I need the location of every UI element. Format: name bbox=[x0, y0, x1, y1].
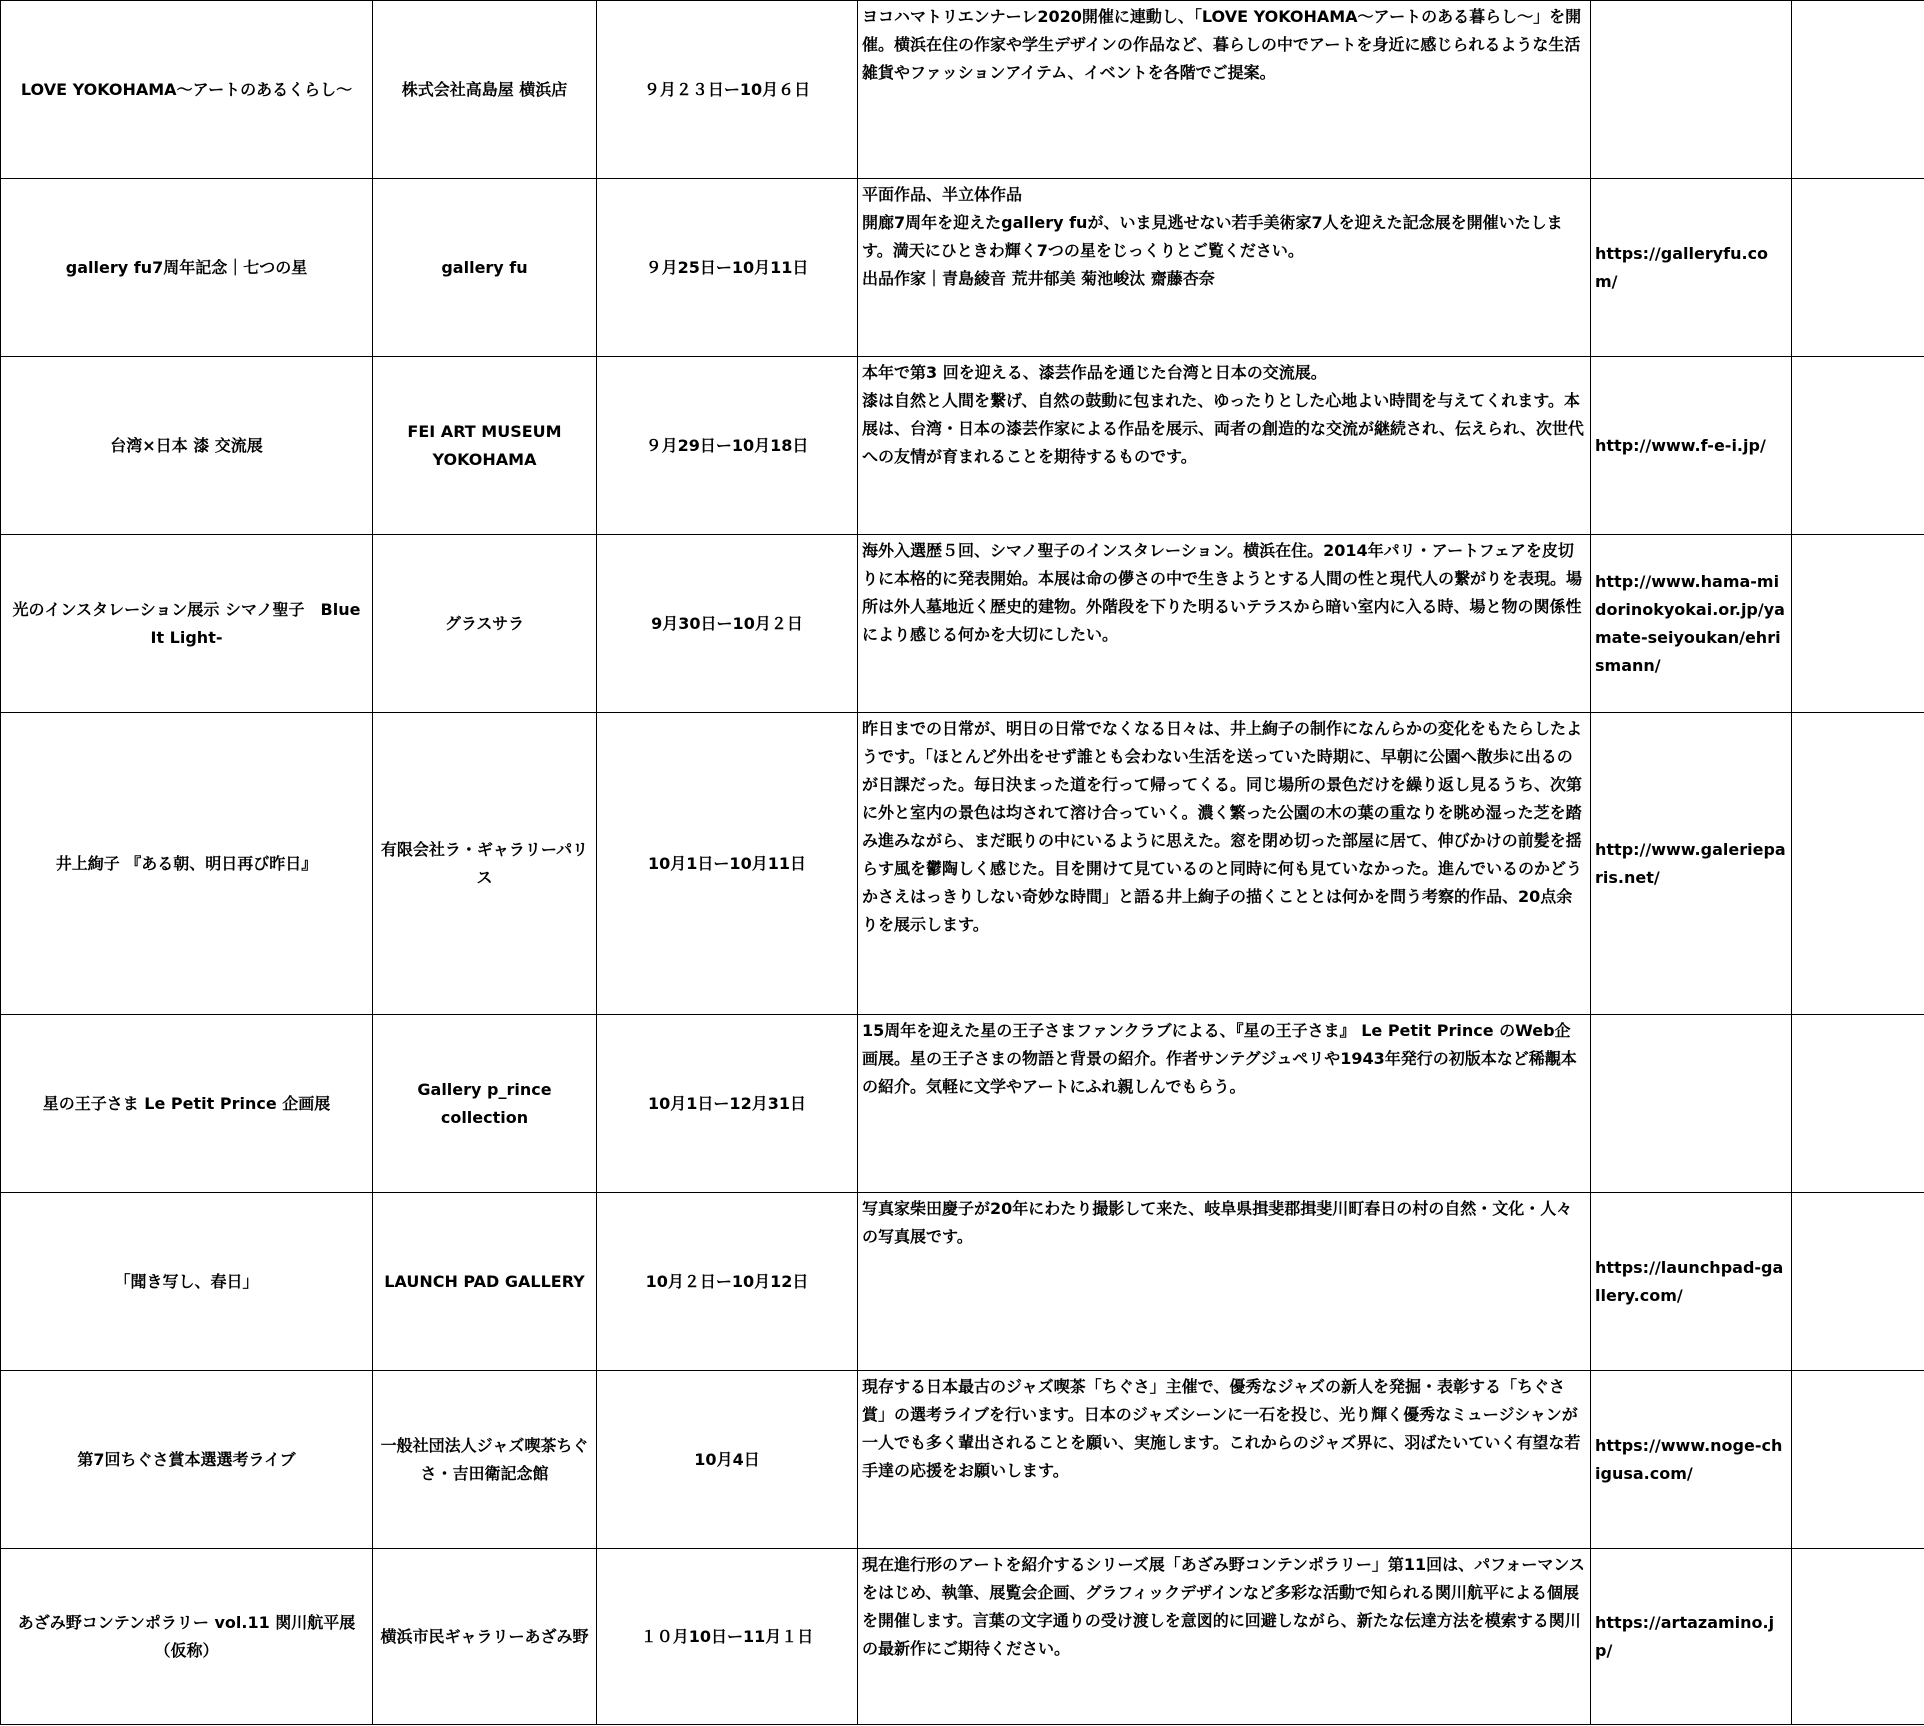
event-description bbox=[858, 1371, 1591, 1549]
event-venue: 有限会社ラ・ギャラリーパリス bbox=[373, 713, 597, 1015]
event-description bbox=[858, 357, 1591, 535]
description-paragraph: 海外入選歴５回、シマノ聖子のインスタレーション。横浜在住。2014年パリ・アートフェアを皮切りに本格的に発表開始。本展は命の儚さの中で生きようとする人間の性と現代人の繋がりを表現。場所は外人墓地近く歴史的建物。外階段を下りた明るいテラスから暗い室内に入る時、場と物の関係性により感じる何かを大切にしたい。 bbox=[862, 541, 1583, 644]
table-row bbox=[1, 1193, 1924, 1371]
event-title: gallery fu7周年記念｜七つの星 bbox=[1, 179, 373, 357]
table-row bbox=[1, 1549, 1924, 1725]
event-venue: グラスサラ bbox=[373, 535, 597, 713]
event-url bbox=[1591, 1, 1792, 179]
table-row bbox=[1, 357, 1924, 535]
event-dates: １０月10日ー11月１日 bbox=[597, 1549, 858, 1725]
event-description bbox=[858, 179, 1591, 357]
description-paragraph: 本年で第3 回を迎える、漆芸作品を通じた台湾と日本の交流展。 bbox=[862, 363, 1327, 382]
event-title: 井上絢子 『ある朝、明日再び昨日』 bbox=[1, 713, 373, 1015]
event-title: 台湾×日本 漆 交流展 bbox=[1, 357, 373, 535]
table-row bbox=[1, 1015, 1924, 1193]
event-dates: 9月30日ー10月２日 bbox=[597, 535, 858, 713]
event-dates: 10月1日ー10月11日 bbox=[597, 713, 858, 1015]
empty-cell bbox=[1792, 1549, 1924, 1725]
event-title: 「聞き写し、春日」 bbox=[1, 1193, 373, 1371]
event-description bbox=[858, 713, 1591, 1015]
events-table-body bbox=[1, 1, 1924, 1725]
event-description bbox=[858, 535, 1591, 713]
event-title: 光のインスタレーション展示 シマノ聖子 Blue It Light- bbox=[1, 535, 373, 713]
event-url: http://www.hama-midorinokyokai.or.jp/yamate-seiyoukan/ehrismann/ bbox=[1591, 535, 1792, 713]
description-paragraph: 写真家柴田慶子が20年にわたり撮影して来た、岐阜県揖斐郡揖斐川町春日の村の自然・文化・人々の写真展です。 bbox=[862, 1199, 1573, 1246]
event-venue: 一般社団法人ジャズ喫茶ちぐさ・吉田衛記念館 bbox=[373, 1371, 597, 1549]
event-venue: FEI ART MUSEUM YOKOHAMA bbox=[373, 357, 597, 535]
event-dates: 10月1日ー12月31日 bbox=[597, 1015, 858, 1193]
event-venue: gallery fu bbox=[373, 179, 597, 357]
description-paragraph: 漆は自然と人間を繋げ、自然の鼓動に包まれた、ゆったりとした心地よい時間を与えてくれます。本展は、台湾・日本の漆芸作家による作品を展示、両者の創造的な交流が継続され、伝えられ、次世代への友情が育まれることを期待するものです。 bbox=[862, 391, 1584, 466]
description-paragraph: 平面作品、半立体作品 bbox=[862, 185, 1023, 204]
event-dates: ９月29日ー10月18日 bbox=[597, 357, 858, 535]
event-venue: 株式会社高島屋 横浜店 bbox=[373, 1, 597, 179]
event-dates: ９月２３日ー10月６日 bbox=[597, 1, 858, 179]
empty-cell bbox=[1792, 713, 1924, 1015]
event-venue: Gallery p_rince collection bbox=[373, 1015, 597, 1193]
empty-cell bbox=[1792, 1015, 1924, 1193]
event-description bbox=[858, 1549, 1591, 1725]
table-row bbox=[1, 713, 1924, 1015]
empty-cell bbox=[1792, 1, 1924, 179]
table-row bbox=[1, 179, 1924, 357]
empty-cell bbox=[1792, 1371, 1924, 1549]
event-dates: 10月4日 bbox=[597, 1371, 858, 1549]
description-paragraph: 昨日までの日常が、明日の日常でなくなる日々は、井上絢子の制作になんらかの変化をもたらしたようです。「ほとんど外出をせず誰とも会わない生活を送っていた時期に、早朝に公園へ散歩に出るのが日課だった。毎日決まった道を行って帰ってくる。同じ場所の景色だけを繰り返し見るうち、次第に外と室内の景色は均されて溶け合っていく。濃く繁った公園の木の葉の重なりを眺め湿った芝を踏み進みながら、まだ眠りの中にいるように思えた。窓を閉め切った部屋に居て、伸びかけの前髪を揺らす風を鬱陶しく感じた。目を開けて見ているのと同時に何も見ていなかった。進んでいるのかどうかさえはっきりしない奇妙な時間」と語る井上絢子の描くこととは何かを問う考察的作品、20点余りを展示します。 bbox=[862, 719, 1583, 934]
description-paragraph: ヨコハマトリエンナーレ2020開催に連動し、「LOVE YOKOHAMA～アートのある暮らし～」を開催。横浜在住の作家や学生デザインの作品など、暮らしの中でアートを身近に感じられるような生活雑貨やファッションアイテム、イベントを各階でご提案。 bbox=[862, 7, 1582, 82]
event-url: http://www.f-e-i.jp/ bbox=[1591, 357, 1792, 535]
description-paragraph: 開廊7周年を迎えたgallery fuが、いま見逃せない若手美術家7人を迎えた記念展を開催いたします。満天にひときわ輝く7つの星をじっくりとご覧ください。 bbox=[862, 213, 1563, 260]
event-description bbox=[858, 1, 1591, 179]
event-title: 星の王子さま Le Petit Prince 企画展 bbox=[1, 1015, 373, 1193]
empty-cell bbox=[1792, 535, 1924, 713]
event-url: https://artazamino.jp/ bbox=[1591, 1549, 1792, 1725]
table-row bbox=[1, 1371, 1924, 1549]
event-title: 第7回ちぐさ賞本選選考ライブ bbox=[1, 1371, 373, 1549]
description-paragraph: 現在進行形のアートを紹介するシリーズ展「あざみ野コンテンポラリー」第11回は、パフォーマンスをはじめ、執筆、展覧会企画、グラフィックデザインなど多彩な活動で知られる関川航平による個展を開催します。言葉の文字通りの受け渡しを意図的に回避しながら、新たな伝達方法を模索する関川の最新作にご期待ください。 bbox=[862, 1555, 1585, 1658]
event-venue: LAUNCH PAD GALLERY bbox=[373, 1193, 597, 1371]
table-row bbox=[1, 1, 1924, 179]
table-row bbox=[1, 535, 1924, 713]
event-description bbox=[858, 1193, 1591, 1371]
event-url: http://www.galerieparis.net/ bbox=[1591, 713, 1792, 1015]
event-dates: 10月２日ー10月12日 bbox=[597, 1193, 858, 1371]
empty-cell bbox=[1792, 179, 1924, 357]
event-url: https://www.noge-chigusa.com/ bbox=[1591, 1371, 1792, 1549]
event-title: あざみ野コンテンポラリー vol.11 関川航平展（仮称） bbox=[1, 1549, 373, 1725]
event-venue: 横浜市民ギャラリーあざみ野 bbox=[373, 1549, 597, 1725]
event-url: https://galleryfu.com/ bbox=[1591, 179, 1792, 357]
empty-cell bbox=[1792, 357, 1924, 535]
event-description bbox=[858, 1015, 1591, 1193]
description-paragraph: 出品作家｜青島綾音 荒井郁美 菊池峻汰 齋藤杏奈 bbox=[862, 269, 1215, 288]
event-dates: ９月25日ー10月11日 bbox=[597, 179, 858, 357]
event-url bbox=[1591, 1015, 1792, 1193]
empty-cell bbox=[1792, 1193, 1924, 1371]
event-title: LOVE YOKOHAMA～アートのあるくらし～ bbox=[1, 1, 373, 179]
description-paragraph: 15周年を迎えた星の王子さまファンクラブによる、『星の王子さま』 Le Petit Prince のWeb企画展。星の王子さまの物語と背景の紹介。作者サンテグジュペリや1943年発行の初版本など稀覯本の紹介。気軽に文学やアートにふれ親しんでもらう。 bbox=[862, 1021, 1577, 1096]
description-paragraph: 現存する日本最古のジャズ喫茶「ちぐさ」主催で、優秀なジャズの新人を発掘・表彰する「ちぐさ賞」の選考ライブを行います。日本のジャズシーンに一石を投じ、光り輝く優秀なミュージシャンが一人でも多く輩出されることを願い、実施します。これからのジャズ界に、羽ばたいていく有望な若手達の応援をお願いします。 bbox=[862, 1377, 1581, 1480]
event-url: https://launchpad-gallery.com/ bbox=[1591, 1193, 1792, 1371]
